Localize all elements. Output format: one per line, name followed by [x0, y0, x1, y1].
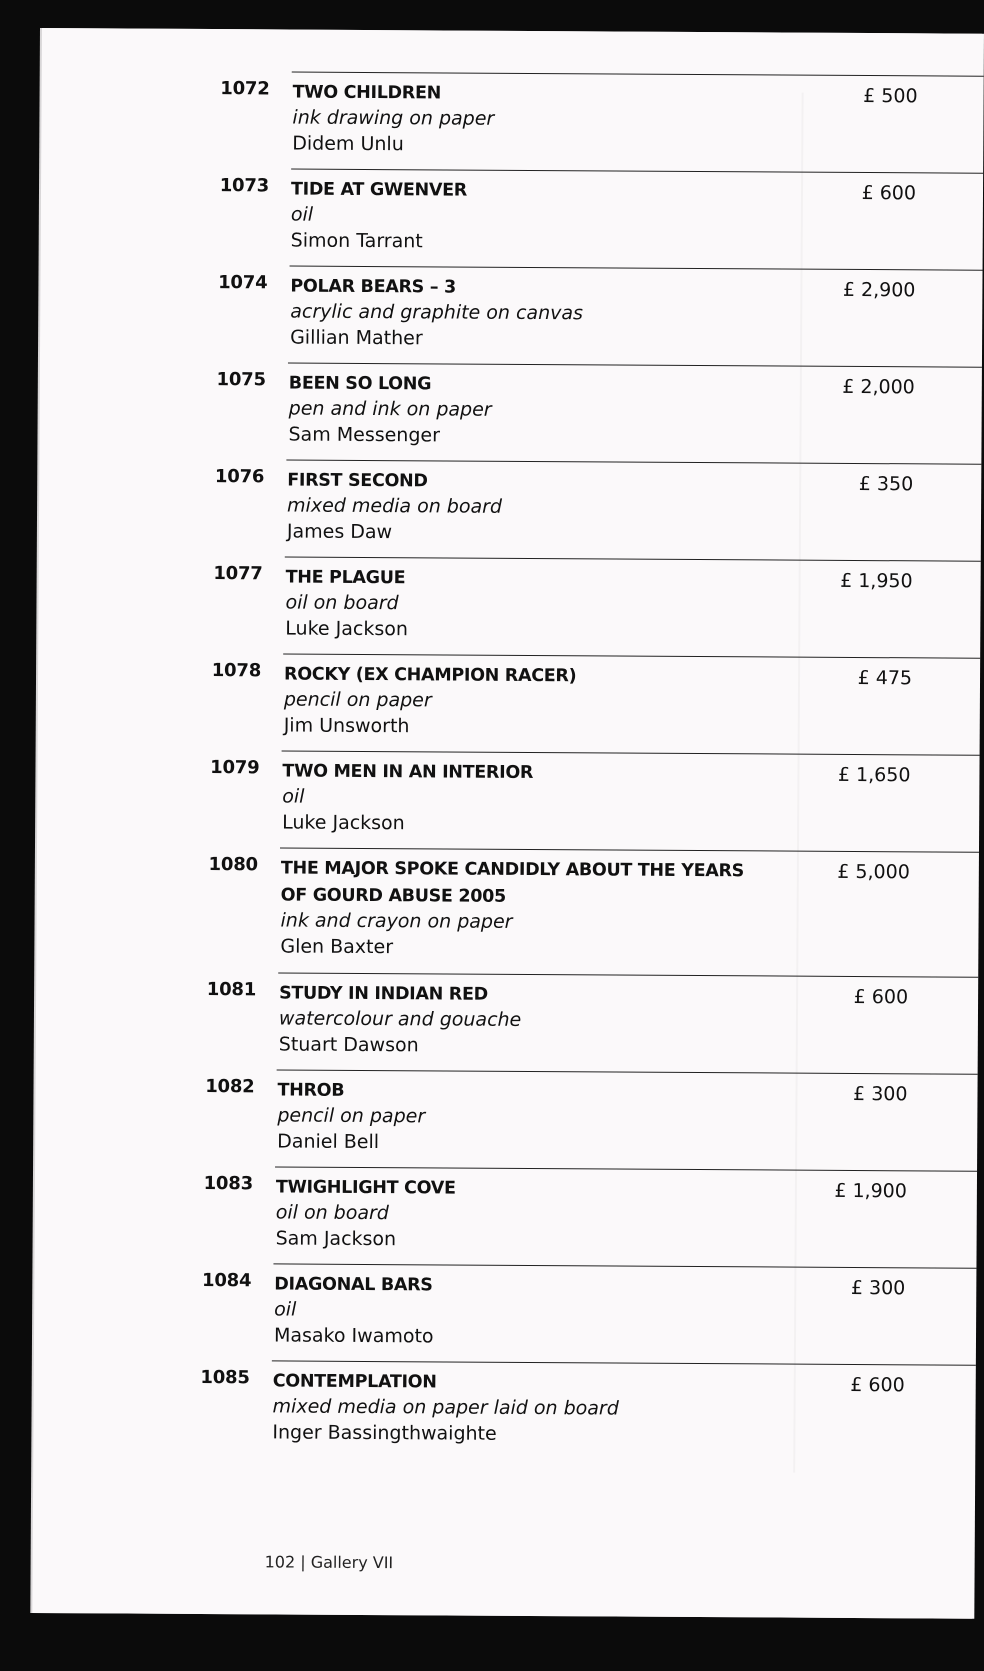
lot-entry	[33, 1359, 976, 1461]
catalogue-page-content	[32, 28, 984, 1619]
artwork-medium: oil	[274, 1298, 297, 1321]
artwork-price: £ 1,650	[837, 763, 911, 787]
catalogue-page	[32, 28, 984, 1619]
artwork-price: £ 475	[857, 666, 913, 690]
lot-entry	[38, 555, 981, 657]
lot-entry	[37, 749, 980, 851]
artwork-title: FIRST SECOND	[287, 470, 428, 492]
artist-name: Sam Jackson	[275, 1227, 397, 1251]
lot-entry	[34, 1262, 977, 1364]
lot-number: 1076	[214, 466, 265, 488]
artwork-medium: oil	[290, 203, 314, 226]
artwork-medium: acrylic and graphite on canvas	[290, 300, 584, 325]
lot-entry	[39, 361, 982, 463]
artwork-title: TWIGHLIGHT COVE	[275, 1177, 456, 1199]
lot-number: 1075	[216, 369, 266, 391]
artwork-title: DIAGONAL BARS	[274, 1274, 433, 1296]
artwork-medium: mixed media on paper laid on board	[272, 1395, 619, 1420]
artwork-price: £ 5,000	[837, 860, 910, 884]
artwork-medium: oil	[282, 785, 305, 808]
artwork-price: £ 350	[858, 472, 914, 496]
artwork-medium: watercolour and gouache	[278, 1007, 522, 1031]
artwork-price: £ 2,000	[842, 375, 915, 399]
artist-name: Stuart Dawson	[278, 1033, 419, 1057]
lot-number: 1078	[211, 660, 262, 682]
lot-number: 1074	[218, 272, 268, 294]
artist-name: Gillian Mather	[290, 326, 423, 350]
artwork-title: THROB	[277, 1080, 345, 1101]
artwork-price: £ 600	[850, 1373, 905, 1397]
artwork-price: £ 500	[863, 85, 918, 108]
lot-entry	[39, 458, 982, 560]
artist-name: Glen Baxter	[280, 935, 394, 959]
lot-number: 1085	[200, 1366, 250, 1389]
artwork-medium: ink and crayon on paper	[280, 909, 513, 933]
lot-entry	[38, 652, 981, 754]
artist-name: Luke Jackson	[282, 811, 405, 835]
artwork-title: TIDE AT GWENVER	[290, 179, 468, 201]
lot-entry	[40, 264, 983, 366]
entry-divider	[292, 72, 984, 77]
artwork-title: ROCKY (EX CHAMPION RACER)	[283, 664, 577, 687]
artwork-medium: pen and ink on paper	[288, 397, 492, 421]
artwork-medium: mixed media on board	[287, 494, 503, 518]
lot-entry	[36, 846, 979, 974]
lot-entry	[41, 70, 984, 172]
artwork-price: £ 1,900	[834, 1179, 907, 1203]
artwork-medium: oil on board	[275, 1201, 389, 1225]
artist-name: Didem Unlu	[292, 132, 404, 156]
artist-name: Simon Tarrant	[290, 229, 423, 253]
lot-number: 1084	[201, 1270, 252, 1292]
lot-number: 1081	[206, 979, 257, 1001]
lot-number: 1073	[219, 175, 270, 197]
lot-number: 1072	[220, 78, 270, 100]
artwork-price: £ 600	[861, 182, 917, 205]
lot-entry	[34, 1165, 977, 1267]
lot-number: 1077	[213, 563, 263, 585]
artwork-price: £ 1,950	[840, 569, 913, 593]
artist-name: James Daw	[286, 520, 393, 544]
artist-name: Daniel Bell	[277, 1130, 380, 1154]
artwork-price: £ 300	[850, 1276, 906, 1300]
artwork-title: POLAR BEARS – 3	[290, 276, 456, 298]
lot-entry	[41, 167, 984, 269]
page-folio: 102 | Gallery VII	[264, 1552, 394, 1573]
artwork-medium: oil on board	[285, 591, 399, 615]
artwork-title: CONTEMPLATION	[272, 1371, 437, 1393]
lot-entry	[36, 971, 979, 1073]
artwork-medium: pencil on paper	[277, 1104, 426, 1128]
artwork-title: BEEN SO LONG	[288, 373, 432, 395]
lot-entry	[35, 1068, 978, 1170]
lot-number: 1079	[210, 757, 260, 779]
artist-name: Sam Messenger	[288, 423, 441, 447]
artwork-title: THE PLAGUE	[285, 567, 406, 589]
lot-number: 1082	[205, 1076, 255, 1098]
artwork-medium: pencil on paper	[283, 688, 432, 712]
lot-number: 1083	[203, 1173, 254, 1195]
artwork-title: TWO CHILDREN	[292, 82, 442, 104]
artist-name: Luke Jackson	[285, 617, 409, 641]
lot-number: 1080	[208, 854, 258, 876]
artwork-title: TWO MEN IN AN INTERIOR	[282, 761, 534, 784]
artist-name: Inger Bassingthwaighte	[272, 1421, 497, 1445]
artist-name: Masako Iwamoto	[273, 1324, 434, 1348]
artist-name: Jim Unsworth	[283, 714, 410, 738]
artwork-price: £ 300	[853, 1082, 908, 1106]
artwork-title: THE MAJOR SPOKE CANDIDLY ABOUT THE YEARS OF GOURD ABUSE 2005	[280, 858, 745, 907]
artwork-medium: ink drawing on paper	[292, 106, 495, 130]
artwork-price: £ 600	[853, 985, 909, 1009]
artwork-price: £ 2,900	[842, 278, 916, 302]
artwork-title: STUDY IN INDIAN RED	[279, 983, 488, 1005]
